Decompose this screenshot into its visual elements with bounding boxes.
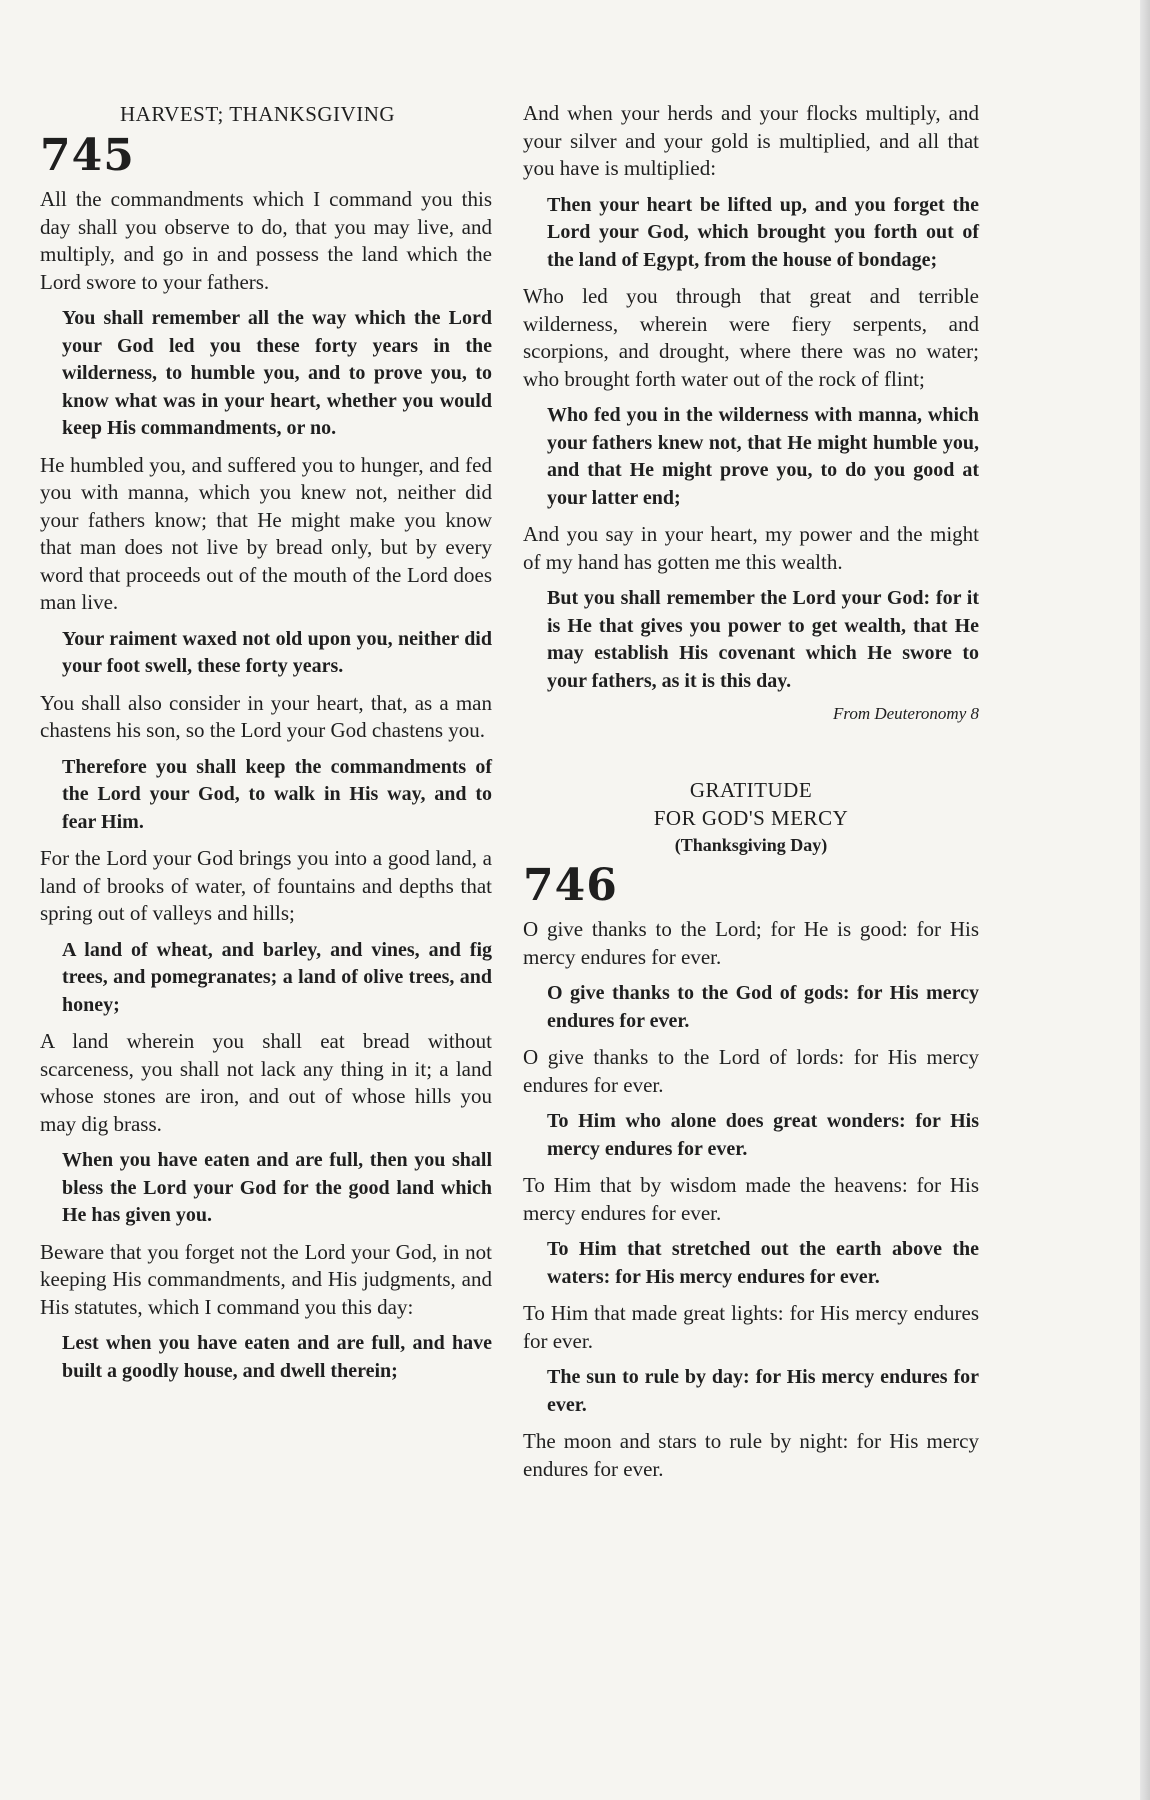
hymn-number-746: 746 [523, 860, 618, 911]
verse-leader: To Him that made great lights: for His mercy endures for ever. [523, 1301, 979, 1353]
verse-leader: Beware that you forget not the Lord your God, in not keeping His commandments, and His judgments, and His statutes, which I command you this day: [40, 1239, 492, 1319]
section-title-746-line1: GRATITUDE [689, 778, 813, 802]
source-citation: From Deuteronomy 8 [832, 704, 979, 723]
verse-response: Lest when you have eaten and are full, and have built a goodly house, and dwell therein; [62, 1332, 492, 1382]
verse-leader: And when your herds and your flocks multiply, and your silver and your gold is multiplied, and all that you have is multiplied: [523, 101, 979, 180]
verse-response: Then your heart be lifted up, and you forget the Lord your God, which brought you forth out of the land of Egypt, from the house of bondage; [547, 193, 979, 271]
verse-response: Who fed you in the wilderness with manna, which your fathers knew not, that He might humble you, and that He might prove you, to do you good at your latter end; [547, 404, 979, 509]
verse-leader: To Him that by wisdom made the heavens: for His mercy endures for ever. [523, 1173, 979, 1225]
verse-response: Therefore you shall keep the commandments of the Lord your God, to walk in His way, and to fear Him. [62, 755, 492, 833]
verse-response: Your raiment waxed not old upon you, neither did your foot swell, these forty years. [62, 627, 492, 677]
verse-leader: O give thanks to the Lord of lords: for His mercy endures for ever. [523, 1045, 979, 1097]
verse-leader: And you say in your heart, my power and the might of my hand has gotten me this wealth. [523, 522, 979, 574]
verse-leader: A land wherein you shall eat bread without scarceness, you shall not lack any thing in it; a land whose stones are iron, and out of whose hills you may dig brass. [40, 1029, 492, 1136]
section-title-746-line2: FOR GOD'S MERCY [653, 806, 849, 830]
verse-leader: O give thanks to the Lord; for He is good: for His mercy endures for ever. [523, 917, 979, 969]
verse-leader: He humbled you, and suffered you to hunger, and fed you with manna, which you knew not, neither did your fathers know; that He might make you know that man does not live by bread only, but by every word that proceeds out of the mouth of the Lord does man live. [40, 452, 492, 614]
verse-response: O give thanks to the God of gods: for His mercy endures for ever. [547, 982, 979, 1032]
reading-745 [40, 186, 492, 1385]
verse-response: When you have eaten and are full, then you shall bless the Lord your God for the good land which He has given you. [62, 1149, 492, 1226]
verse-leader: The moon and stars to rule by night: for His mercy endures for ever. [523, 1429, 979, 1481]
section-header-746 [523, 776, 979, 858]
verse-leader: You shall also consider in your heart, that, as a man chastens his son, so the Lord your God chastens you. [40, 690, 492, 742]
hymn-number-745: 745 [40, 130, 135, 181]
verse-response: To Him who alone does great wonders: for His mercy endures for ever. [547, 1110, 979, 1160]
right-column [523, 100, 979, 1492]
reading-746 [523, 916, 979, 1483]
left-column [40, 100, 492, 1394]
verse-response: You shall remember all the way which the Lord your God led you these forty years in the wilderness, to humble you, and to prove you, to know what was in your heart, whether you would keep His commandments, or no. [62, 307, 492, 439]
verse-response: But you shall remember the Lord your God: for it is He that gives you power to get wealth, that He may establish His covenant which He swore to your fathers, as it is this day. [547, 587, 979, 692]
section-title-745: HARVEST; THANKSGIVING [120, 102, 396, 126]
verse-leader: All the commandments which I command you this day shall you observe to do, that you may live, and multiply, and go in and possess the land which the Lord swore to your fathers. [40, 187, 492, 294]
section-subtitle: (Thanksgiving Day) [674, 835, 828, 855]
verse-response: A land of wheat, and barley, and vines, and fig trees, and pomegranates; a land of olive trees, and honey; [62, 938, 492, 1016]
verse-leader: For the Lord your God brings you into a good land, a land of brooks of water, of fountains and depths that spring out of valleys and hills; [40, 846, 492, 925]
verse-leader: Who led you through that great and terrible wilderness, wherein were fiery serpents, and scorpions, and drought, where there was no water; who brought forth water out of the rock of flint; [523, 284, 979, 391]
verse-response: To Him that stretched out the earth above the waters: for His mercy endures for ever. [547, 1238, 979, 1288]
verse-response: The sun to rule by day: for His mercy endures for ever. [547, 1366, 979, 1416]
section-spacer [523, 724, 979, 776]
reading-745-continued [523, 100, 979, 724]
